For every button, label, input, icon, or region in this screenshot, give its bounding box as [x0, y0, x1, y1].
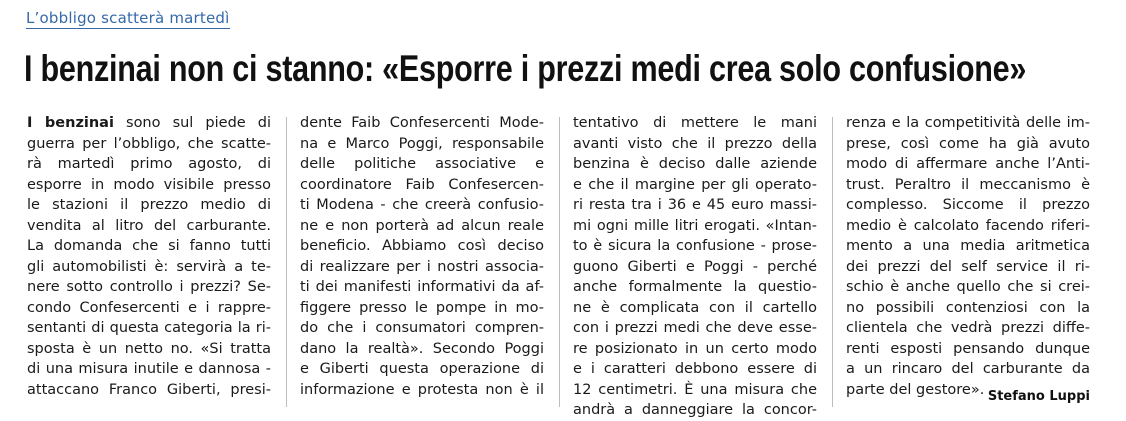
article-column-3	[573, 113, 817, 421]
column-3-line: andrà a danneggiare la concor-	[573, 402, 817, 418]
column-1-line: le stazioni il prezzo medio di	[27, 197, 271, 213]
column-2-line: na e Marco Poggi, responsabile	[300, 135, 544, 152]
column-2-line: dente Faib Confesercenti Mode-	[300, 115, 544, 131]
article-column-4	[846, 113, 1090, 400]
column-4-line: a un rincaro del carburante da	[846, 361, 1090, 377]
column-divider	[286, 117, 287, 407]
column-3-line: to è sicura la confusione - prose-	[573, 238, 817, 254]
column-1-line: guerra per l’obbligo, che scatte-	[27, 135, 271, 152]
column-2-line: do che i consumatori compren-	[300, 320, 544, 336]
column-1-line: rà martedì primo agosto, di	[27, 156, 271, 172]
column-3-line: avanti visto che il prezzo della	[573, 135, 817, 152]
column-1-line: nere sotto controllo i prezzi? Se-	[27, 279, 271, 295]
column-1-line: vendita al litro del carburante.	[27, 217, 271, 234]
column-3-line: con i prezzi medi che deve esse-	[573, 320, 817, 336]
article-column-2	[300, 113, 544, 400]
column-3-line: re posizionato in un certo modo	[573, 340, 817, 357]
column-3-line: anche formalmente la questio-	[573, 279, 817, 295]
column-2-line: ti Modena - che creerà confusio-	[300, 197, 544, 213]
kicker: L’obbligo scatterà martedì	[26, 9, 230, 27]
column-4-line: medio è calcolato facendo riferi-	[846, 217, 1090, 234]
column-3-line: guono Giberti e Poggi - perché	[573, 258, 817, 275]
column-4-line: dei prezzi del self service il ri-	[846, 258, 1090, 275]
column-3-line: mi ogni mille litri erogati. «Intan-	[573, 217, 817, 234]
column-3-line: ne è complicata con il cartello	[573, 299, 817, 316]
column-4-line: complesso. Siccome il prezzo	[846, 197, 1090, 213]
column-4-line: modo di affermare anche l’Anti-	[846, 156, 1090, 172]
author-byline: Stefano Luppi	[987, 389, 1090, 404]
column-1-line: attaccano Franco Giberti, presi-	[27, 381, 271, 398]
column-4-line: parte del gestore».	[846, 381, 985, 398]
column-1-line: sentanti di questa categoria la ri-	[27, 320, 271, 336]
column-4-line: clientela che vedrà prezzi diffe-	[846, 320, 1090, 336]
column-4-line: mento a una media aritmetica	[846, 238, 1090, 254]
column-2-line: informazione e protesta non è il	[300, 381, 544, 398]
column-2-line: figgere presso le pompe in mo-	[300, 299, 544, 316]
column-4-line: renza e la competitività delle im-	[846, 115, 1090, 131]
column-1-line-1	[27, 113, 271, 134]
column-3-line: e che il margine per gli operato-	[573, 176, 817, 193]
headline: I benzinai non ci stanno: «Esporre i prezzi medi crea solo confusione»	[24, 48, 1027, 89]
column-4-line: schio è anche quello che si crei-	[846, 279, 1090, 295]
column-3-line: e i caratteri debbono essere di	[573, 361, 817, 377]
column-1-first-line-rest: sono sul piede di	[113, 115, 271, 131]
column-4-line: trust. Peraltro il meccanismo è	[846, 176, 1090, 193]
column-1-line: sposta è un netto no. «Si tratta	[27, 340, 271, 357]
column-3-line: benzina è deciso dalle aziende	[573, 156, 817, 172]
article-column-1	[27, 113, 271, 400]
column-4-line: renti esposti pensando dunque	[846, 340, 1090, 357]
column-3-line: ri resta tra i 36 e 45 euro massi-	[573, 197, 817, 213]
column-divider	[832, 117, 833, 407]
column-1-line: gli automobilisti è: servirà a te-	[27, 258, 271, 275]
column-2-line: ti dei manifesti informativi da af-	[300, 279, 544, 295]
column-3-line: tentativo di mettere le mani	[573, 115, 817, 131]
column-2-line: ne e non porterà ad alcun reale	[300, 217, 544, 234]
lead-bold-text: I benzinai	[27, 115, 114, 131]
column-1-line: La domanda che si fanno tutti	[27, 238, 271, 254]
column-4-line: no possibili contenziosi con la	[846, 299, 1090, 316]
column-1-line: condo Confesercenti e i rappre-	[27, 299, 271, 316]
column-1-line: esporre in modo visibile presso	[27, 176, 271, 193]
column-2-line: dano la realtà». Secondo Poggi	[300, 340, 544, 357]
column-2-line: e Giberti questa operazione di	[300, 361, 544, 377]
column-1-line: di una misura inutile e dannosa -	[27, 361, 271, 377]
column-4-line: prese, così come ha già avuto	[846, 135, 1090, 152]
column-2-line: di realizzare per i nostri associa-	[300, 258, 544, 275]
column-2-line: delle politiche associative e	[300, 156, 544, 172]
column-2-line: coordinatore Faib Confesercen-	[300, 176, 544, 193]
column-2-line: beneficio. Abbiamo così deciso	[300, 238, 544, 254]
column-3-line: 12 centimetri. È una misura che	[573, 381, 817, 398]
column-divider	[559, 117, 560, 407]
